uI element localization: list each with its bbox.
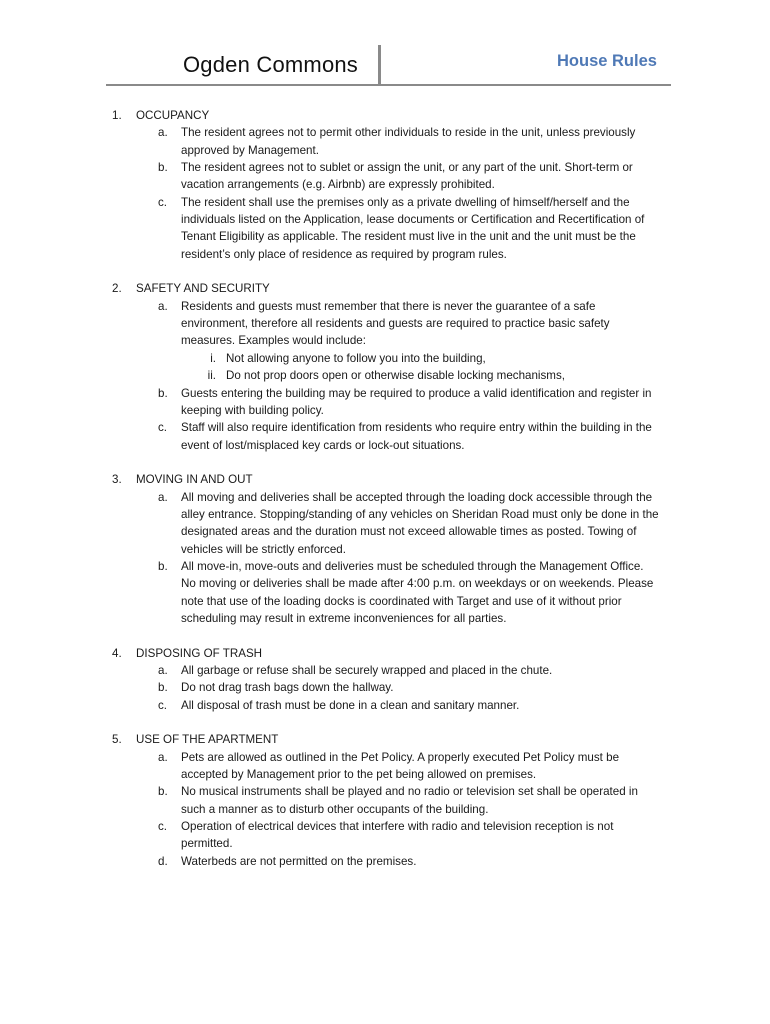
list-item bbox=[0, 818, 770, 853]
item-text: The resident shall use the premises only as a private dwelling of himself/herself and the individuals listed on the Application, lease documents or Certification and Recertification of Tenant Eligibility as applicable. The resident must live in the unit and the unit must be the resident’s only place of residence as required by program rules. bbox=[181, 195, 645, 261]
item-text: All move-in, move-outs and deliveries must be scheduled through the Management Office. No moving or deliveries shall be made after 4:00 p.m. on weekdays or on weekends. Please note that use of the loading docks is coordinated with Target and use of it without prior scheduling may result in extreme inconveniences for all parties. bbox=[181, 559, 654, 625]
list-item bbox=[0, 298, 770, 350]
sub-list-item bbox=[0, 367, 770, 384]
list-item bbox=[0, 749, 770, 784]
item-letter: c. bbox=[158, 698, 168, 712]
header-rule bbox=[106, 84, 671, 86]
item-numeral: ii. bbox=[207, 369, 216, 383]
list-item bbox=[0, 853, 770, 870]
item-letter: b. bbox=[158, 785, 168, 799]
page-header bbox=[0, 0, 770, 90]
list-item bbox=[0, 489, 770, 558]
item-text: Pets are allowed as outlined in the Pet Policy. A properly executed Pet Policy must be accepted by Management prior to the pet being allowed on premises. bbox=[181, 750, 620, 782]
rules-body bbox=[0, 107, 770, 887]
item-text: Guests entering the building may be required to produce a valid identification and register in keeping with building policy. bbox=[181, 386, 652, 417]
item-letter: c. bbox=[158, 421, 168, 435]
list-item bbox=[0, 385, 770, 420]
item-letter: b. bbox=[158, 386, 168, 400]
item-text: Not allowing anyone to follow you into the building, bbox=[226, 351, 486, 365]
document-subtitle: House Rules bbox=[557, 52, 657, 70]
header-divider bbox=[378, 45, 381, 85]
item-text: Residents and guests must remember that there is never the guarantee of a safe environment, therefore all residents and guests are required to practice basic safety measures. Examples would include: bbox=[181, 299, 610, 348]
section-number: 2. bbox=[112, 282, 122, 296]
list-item bbox=[0, 419, 770, 454]
item-text: Staff will also require identification from residents who require entry within the building in the event of lost/misplaced key cards or lock-out situations. bbox=[181, 421, 652, 452]
section-heading: USE OF THE APARTMENT bbox=[136, 733, 279, 747]
item-letter: a. bbox=[158, 664, 168, 677]
item-letter: a. bbox=[158, 490, 168, 504]
section-disposing-of-trash bbox=[0, 645, 770, 714]
section-use-of-the-apartment bbox=[0, 731, 770, 870]
list-item bbox=[0, 159, 770, 194]
list-item bbox=[0, 194, 770, 263]
item-text: The resident agrees not to permit other individuals to reside in the unit, unless previously approved by Management. bbox=[181, 126, 636, 157]
list-item bbox=[0, 697, 770, 714]
item-text: The resident agrees not to sublet or assign the unit, or any part of the unit. Short-term or vacation arrangements (e.g. Airbnb) are expressly prohibited. bbox=[181, 161, 633, 192]
section-number: 1. bbox=[112, 109, 122, 122]
item-letter: a. bbox=[158, 126, 168, 140]
item-text: All garbage or refuse shall be securely wrapped and placed in the chute. bbox=[181, 664, 553, 677]
section-heading: DISPOSING OF TRASH bbox=[136, 646, 263, 660]
section-occupancy bbox=[0, 107, 770, 263]
section-heading: SAFETY AND SECURITY bbox=[136, 282, 270, 296]
item-letter: d. bbox=[158, 854, 168, 868]
item-text: Operation of electrical devices that interfere with radio and television reception is not permitted. bbox=[181, 820, 614, 851]
sub-list-item bbox=[0, 350, 770, 367]
section-heading: MOVING IN AND OUT bbox=[136, 473, 253, 487]
item-letter: a. bbox=[158, 299, 168, 313]
item-letter: a. bbox=[158, 750, 168, 764]
list-item bbox=[0, 662, 770, 679]
item-letter: b. bbox=[158, 559, 168, 573]
section-number: 3. bbox=[112, 473, 122, 487]
section-heading: OCCUPANCY bbox=[136, 109, 210, 122]
item-text: All moving and deliveries shall be accepted through the loading dock accessible through the alley entrance. Stopping/standing of any vehicles on Sheridan Road must only be done in the designated areas and the duration must not exceed allowable times as posted. Towing of vehicles will be strictly enforced. bbox=[181, 490, 659, 556]
section-safety-and-security bbox=[0, 280, 770, 453]
item-text: All disposal of trash must be done in a clean and sanitary manner. bbox=[181, 698, 520, 712]
list-item bbox=[0, 679, 770, 696]
document-title: Ogden Commons bbox=[183, 52, 359, 77]
item-text: Do not drag trash bags down the hallway. bbox=[181, 681, 394, 695]
section-moving-in-and-out bbox=[0, 471, 770, 627]
section-number: 4. bbox=[112, 646, 122, 660]
item-text: Do not prop doors open or otherwise disable locking mechanisms, bbox=[226, 369, 565, 383]
list-item bbox=[0, 783, 770, 818]
item-numeral: i. bbox=[210, 351, 216, 365]
item-letter: c. bbox=[158, 820, 168, 834]
item-letter: c. bbox=[158, 195, 168, 209]
section-number: 5. bbox=[112, 733, 122, 747]
item-letter: b. bbox=[158, 681, 168, 695]
list-item bbox=[0, 558, 770, 627]
item-text: No musical instruments shall be played and no radio or television set shall be operated in such a manner as to disturb other occupants of the building. bbox=[181, 785, 638, 816]
item-text: Waterbeds are not permitted on the premises. bbox=[181, 854, 417, 868]
list-item bbox=[0, 124, 770, 159]
item-letter: b. bbox=[158, 161, 168, 175]
